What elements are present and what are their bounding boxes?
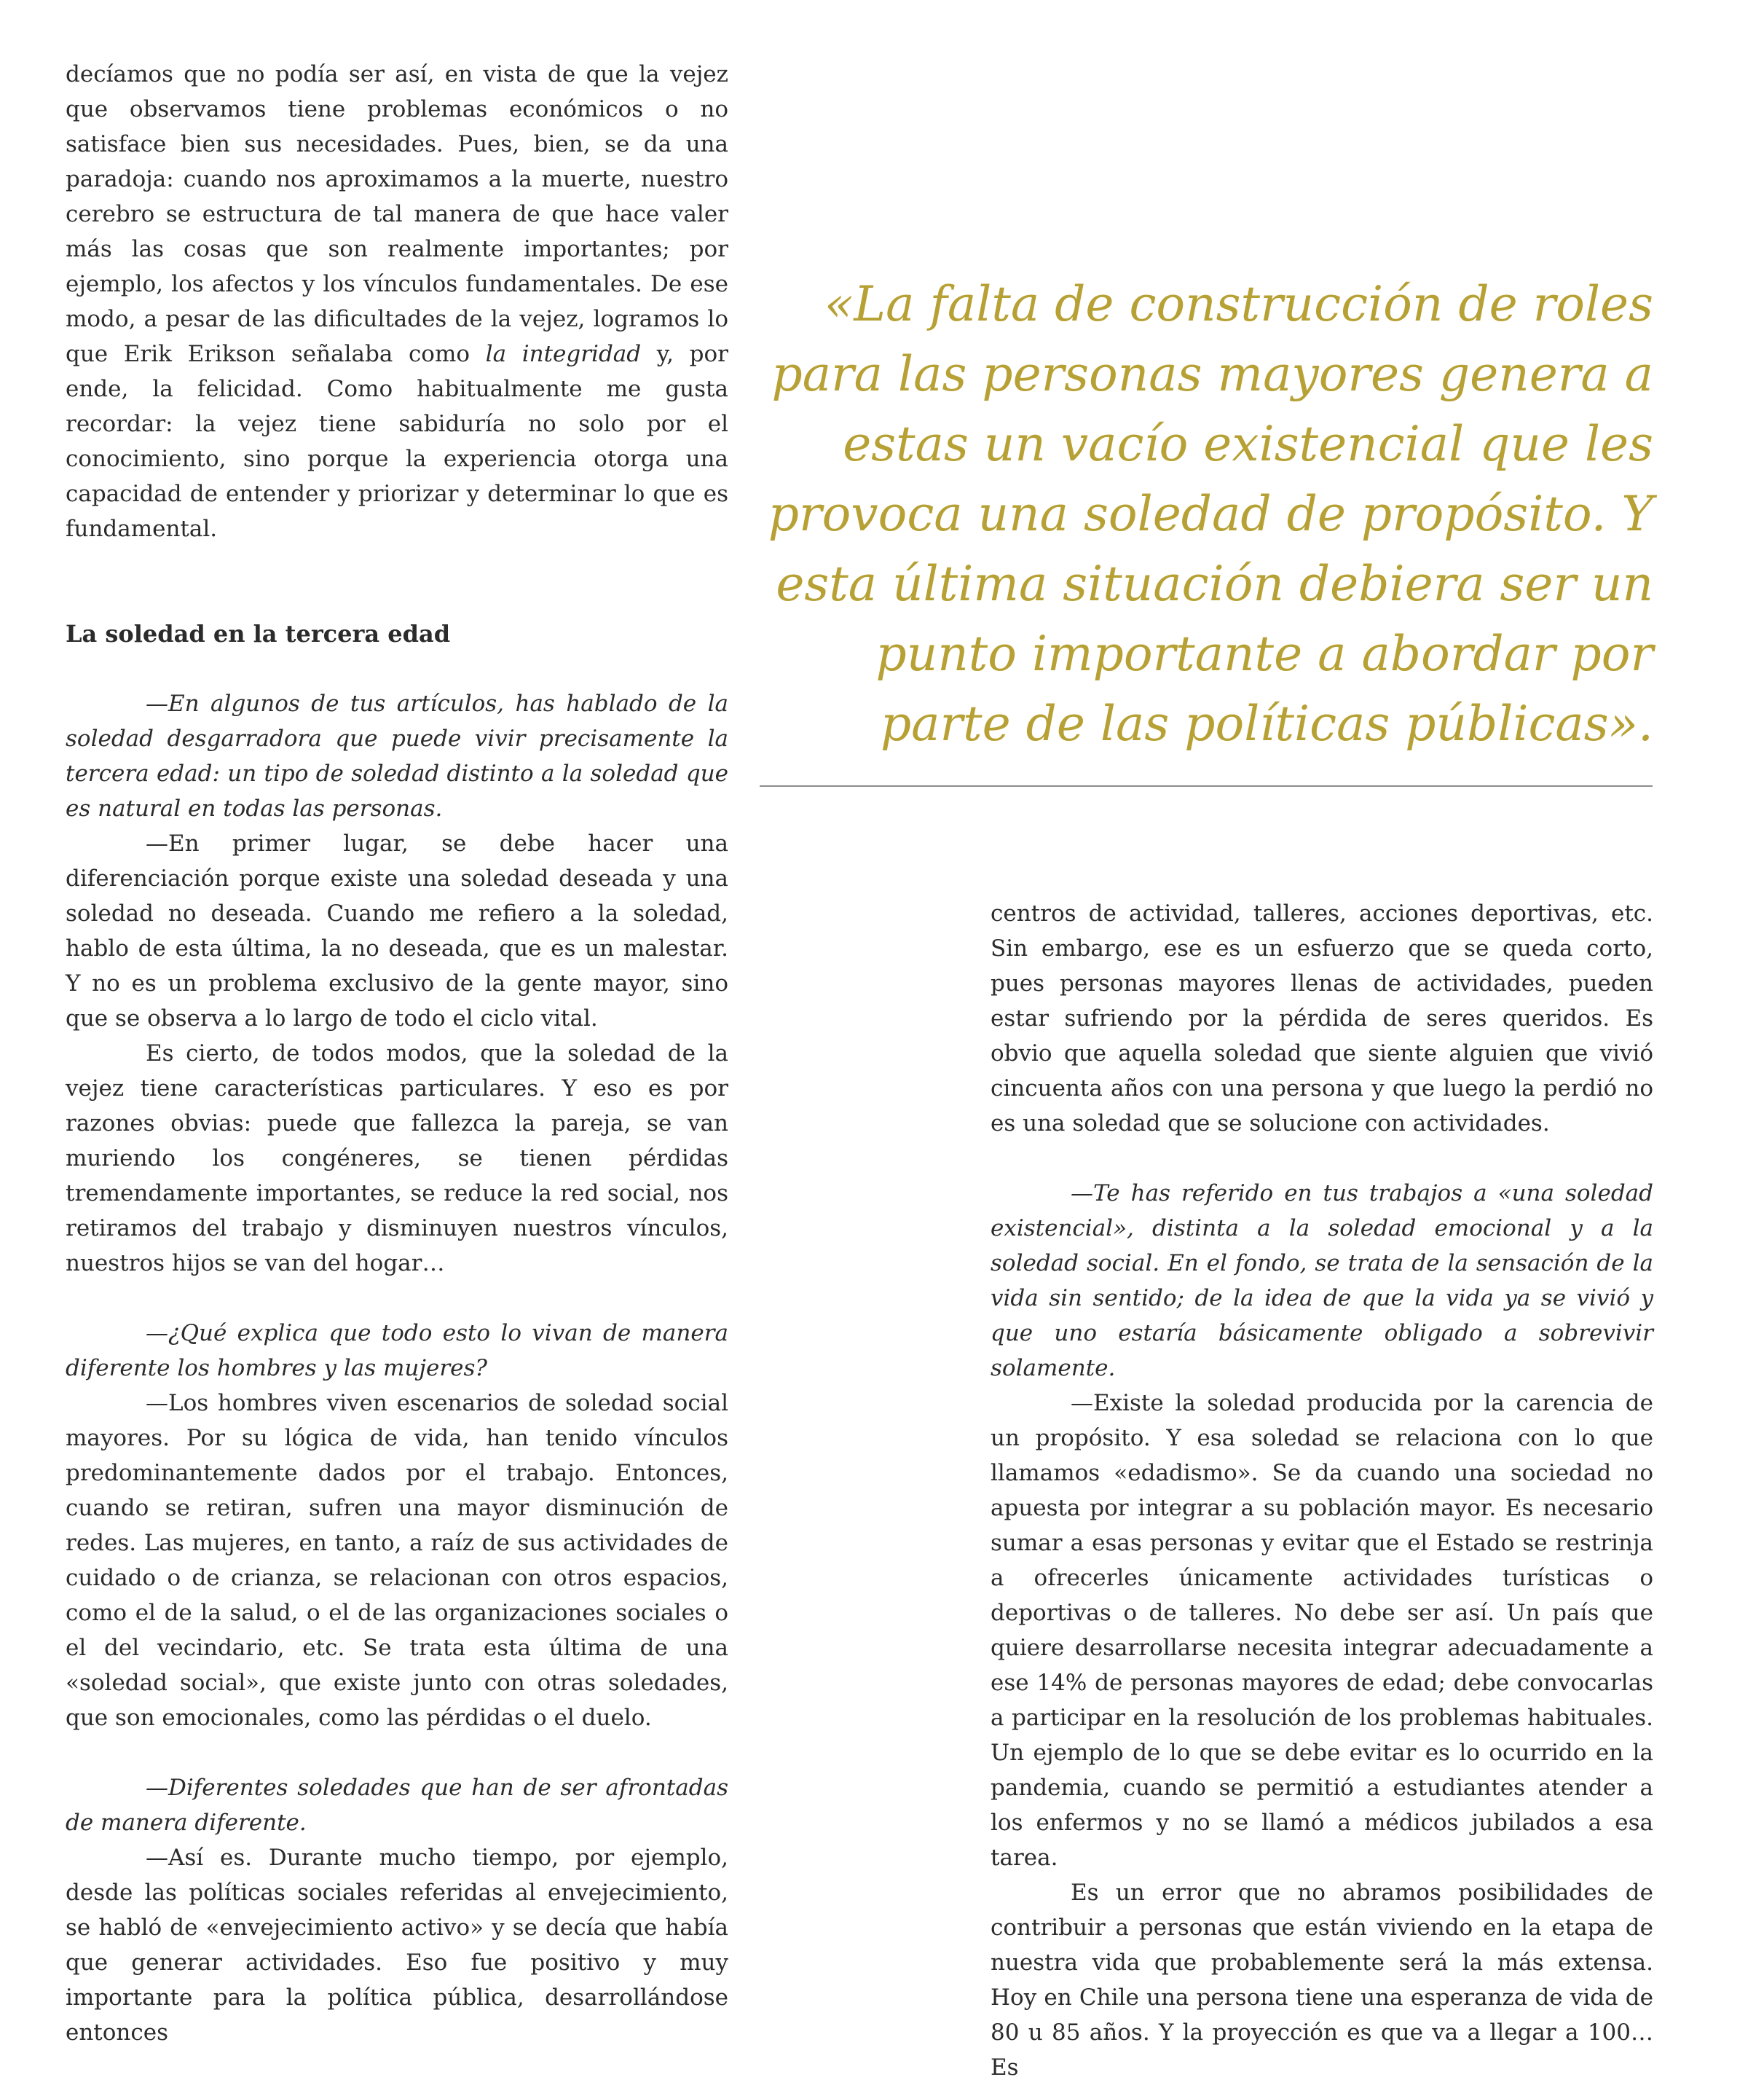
answer-1-paragraph-1: —En primer lugar, se debe hacer una diferenciación porque existe una soledad deseada y una soledad no deseada. Cuando me refiero a la soledad, hablo de esta última, la no deseada, que es un malestar. Y no es un problema exclusivo de la gente mayor, sino que se observa a lo largo de todo el ciclo vital.	[66, 831, 728, 1032]
question-4: —Te has referido en tus trabajos a «una soledad existencial», distinta a la soledad emocional y a la soledad social. En el fondo, se trata de la sensación de la vida sin sentido; de la idea de que la vida ya se vivió y que uno estaría básicamente obligado a sobrevivir solamente.	[991, 1180, 1653, 1381]
answer-3: —Así es. Durante mucho tiempo, por ejemplo, desde las políticas sociales referidas al envejecimiento, se habló de «envejecimiento activo» y se decía que había que generar actividades. Eso fue positivo y muy importante para la política pública, desarrollándose entonces	[66, 1845, 728, 2046]
answer-1-paragraph-2: Es cierto, de todos modos, que la soledad de la vejez tiene características particulares. Y eso es por razones obvias: puede que fallezca la pareja, se van muriendo los congéneres, se tienen pérdidas tremendamente importantes, se reduce la red social, nos retiramos del trabajo y disminuyen nuestros vínculos, nuestros hijos se van del hogar…	[66, 1040, 728, 1276]
question-1: —En algunos de tus artículos, has hablado de la soledad desgarradora que puede vivir precisamente la tercera edad: un tipo de soledad distinto a la soledad que es natural en todas las personas.	[66, 691, 728, 822]
pull-quote: «La falta de construcción de roles para las personas mayores genera a estas un vacío existencial que les provoca una soledad de propósito. Y esta última situación debiera ser un punto importante a abordar por parte de las políticas públicas».	[768, 276, 1653, 752]
question-2: —¿Qué explica que todo esto lo vivan de manera diferente los hombres y las mujeres?	[66, 1320, 728, 1381]
answer-4-paragraph-2: Es un error que no abramos posibilidades de contribuir a personas que están viviendo en la etapa de nuestra vida que probablemente será la más extensa. Hoy en Chile una persona tiene una esperanza de vida de 80 u 85 años. Y la proyección es que va a llegar a 100… Es	[991, 1880, 1653, 2081]
right-column	[991, 896, 1653, 2085]
intro-text-end: y, por ende, la felicidad. Como habitualmente me gusta recordar: la vejez tiene sabiduría no solo por el conocimiento, sino porque la experiencia otorga una capacidad de entender y priorizar y determinar lo que es fundamental.	[66, 341, 728, 542]
intro-text: decíamos que no podía ser así, en vista de que la vejez que observamos tiene problemas económicos o no satisface bien sus necesidades. Pues, bien, se da una paradoja: cuando nos aproximamos a la muerte, nuestro cerebro se estructura de tal manera de que hace valer más las cosas que son realmente importantes; por ejemplo, los afectos y los vínculos fundamentales. De ese modo, a pesar de las dificultades de la vejez, logramos lo que Erik Erikson señalaba como	[66, 61, 728, 367]
intro-emphasis: la integridad	[485, 341, 642, 367]
section-heading: La soledad en la tercera edad	[66, 620, 451, 648]
question-3: —Diferentes soledades que han de ser afrontadas de manera diferente.	[66, 1775, 728, 1836]
continuation-paragraph: centros de actividad, talleres, acciones deportivas, etc. Sin embargo, ese es un esfuerzo que se queda corto, pues personas mayores llenas de actividades, pueden estar sufriendo por la pérdida de seres queridos. Es obvio que aquella soledad que siente alguien que vivió cincuenta años con una persona y que luego la perdió no es una soledad que se solucione con actividades.	[991, 900, 1653, 1136]
answer-2: —Los hombres viven escenarios de soledad social mayores. Por su lógica de vida, han tenido vínculos predominantemente dados por el trabajo. Entonces, cuando se retiran, sufren una mayor disminución de redes. Las mujeres, en tanto, a raíz de sus actividades de cuidado o de crianza, se relacionan con otros espacios, como el de la salud, o el de las organizaciones sociales o el del vecindario, etc. Se trata esta última de una «soledad social», que existe junto con otras soledades, que son emocionales, como las pérdidas o el duelo.	[66, 1390, 728, 1731]
intro-paragraph	[66, 57, 728, 546]
answer-4-paragraph-1: —Existe la soledad producida por la carencia de un propósito. Y esa soledad se relaciona con lo que llamamos «edadismo». Se da cuando una sociedad no apuesta por integrar a su población mayor. Es necesario sumar a esas personas y evitar que el Estado se restrinja a ofrecerles únicamente actividades turísticas o deportivas o de talleres. No debe ser así. Un país que quiere desarrollarse necesita integrar adecuadamente a ese 14% de personas mayores de edad; debe convocarlas a participar en la resolución de los problemas habituales. Un ejemplo de lo que se debe evitar es lo ocurrido en la pandemia, cuando se permitió a estudiantes atender a los enfermos y no se llamó a médicos jubilados a esa tarea.	[991, 1390, 1653, 1871]
left-column	[66, 57, 728, 2050]
pull-quote-divider	[760, 785, 1653, 787]
